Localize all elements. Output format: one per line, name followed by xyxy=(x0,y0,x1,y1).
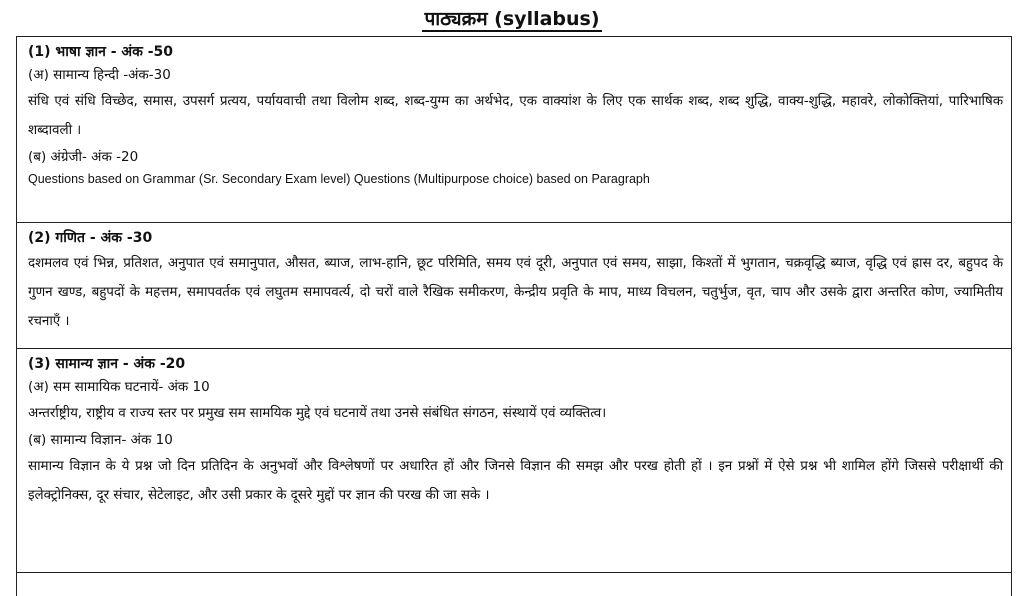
page-title xyxy=(0,6,1024,32)
subsection-heading: (अ) सामान्य हिन्दी -अंक-30 xyxy=(28,67,171,83)
subsection-text: Questions based on Grammar (Sr. Secondary Exam level) Questions (Multipurpose choice) based on Paragraph xyxy=(28,172,650,186)
subsection-heading: (ब) अंग्रेजी- अंक -20 xyxy=(28,149,139,165)
subsection-heading: (ब) सामान्य विज्ञान- अंक 10 xyxy=(28,432,173,448)
page-title-text: पाठ्यक्रम (syllabus) xyxy=(424,8,600,30)
section-mathematics xyxy=(17,223,1011,349)
subsection-text: संधि एवं संधि विच्छेद, समास, उपसर्ग प्रत्यय, पर्यायवाची तथा विलोम शब्द, शब्द-युग्म का अर्थभेद, एक वाक्यांश के लिए एक सार्थक शब्द, शब्द शुद्धि, वाक्य-शुद्धि, महावरे, लोकोक्तियां, पारिभाषिक शब्दावली । xyxy=(28,93,1003,138)
section-general-knowledge xyxy=(17,349,1011,559)
section-heading: (3) सामान्य ज्ञान - अंक -20 xyxy=(28,356,186,372)
section-heading: (1) भाषा ज्ञान - अंक -50 xyxy=(28,44,174,60)
section-text: दशमलव एवं भिन्न, प्रतिशत, अनुपात एवं समानुपात, औसत, ब्याज, लाभ-हानि, छूट परिमिति, समय एवं दूरी, अनुपात एवं समय, साझा, किश्तों में भुगतान, चक्रवृद्धि ब्याज, वृद्धि एवं ह्रास दर, बहुपद के गुणन खण्ड, बहुपदों के महत्तम, समापवर्तक एवं लघुतम समापवर्त्य, दो चरों वाले रैखिक समीकरण, केन्द्रीय प्रवृति के माप, माध्य विचलन, चतुर्भुज, वृत, चाप और उसके द्वारा अन्तरित कोण, ज्यामितीय रचनाएँ । xyxy=(28,255,1003,329)
subsection-text: सामान्य विज्ञान के ये प्रश्न जो दिन प्रतिदिन के अनुभवों और विश्लेषणों पर अधारित हों और जिनसे विज्ञान की समझ और परख होती हों । इन प्रश्नों में ऐसे प्रश्न भी शामिल होंगे जिससे परीक्षार्थी की इलेक्ट्रोनिक्स, दूर संचार, सेटेलाइट, और उसी प्रकार के दूसरे मुद्दों पर ज्ञान की परख की जा सके । xyxy=(28,458,1003,503)
section-heading: (2) गणित - अंक -30 xyxy=(28,230,153,246)
section-language xyxy=(17,37,1011,223)
table-bottom-border xyxy=(16,572,1012,573)
syllabus-table xyxy=(16,36,1012,596)
subsection-heading: (अ) सम सामायिक घटनायें- अंक 10 xyxy=(28,379,210,395)
subsection-text: अन्तर्राष्ट्रीय, राष्ट्रीय व राज्य स्तर पर प्रमुख सम सामयिक मुद्दे एवं घटनायें तथा उनसे संबंधित संगठन, संस्थायें एवं व्यक्तित्व। xyxy=(28,405,607,421)
